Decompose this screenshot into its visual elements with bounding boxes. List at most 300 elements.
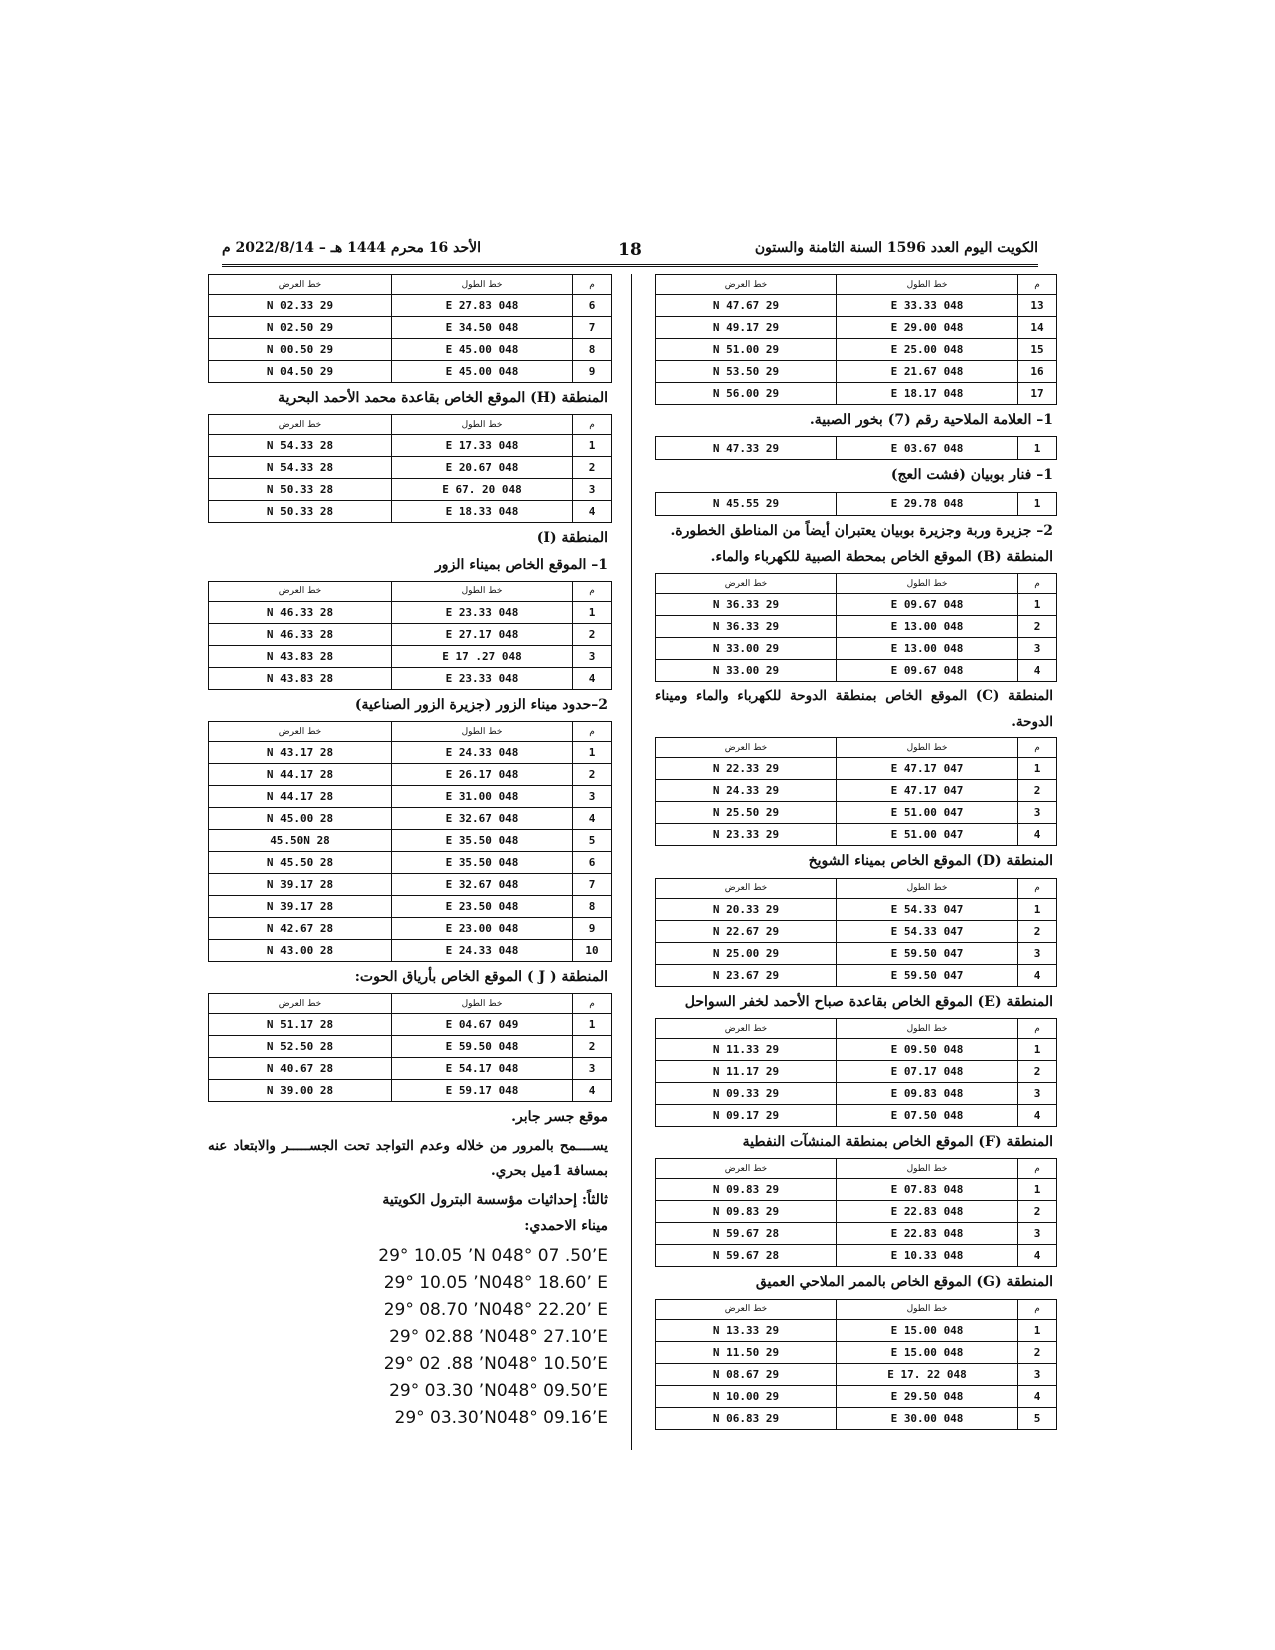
row-number: 3: [1018, 1363, 1057, 1385]
latitude-cell: 29 33.00 N: [656, 660, 837, 682]
latitude-cell: 28 39.00 N: [209, 1080, 392, 1102]
latitude-cell: 29 56.00 N: [656, 383, 837, 405]
latitude-cell: 29 09.17 N: [656, 1105, 837, 1127]
section-heading: المنطقة (D) الموقع الخاص بميناء الشويخ: [808, 853, 1053, 870]
row-number: 7: [573, 317, 612, 339]
row-number: 4: [1018, 964, 1057, 986]
coordinate-line: 29° 03.30 ’N048° 09.50’E: [389, 1380, 608, 1401]
latitude-cell: 28 50.33 N: [209, 501, 392, 523]
latitude-cell: 29 23.33 N: [656, 824, 837, 846]
latitude-cell: 28 44.17 N: [209, 786, 392, 808]
row-number: 6: [573, 295, 612, 317]
row-number: 17: [1018, 383, 1057, 405]
longitude-cell: 048 07.50 E: [837, 1105, 1018, 1127]
paragraph: يســــمح بالمرور من خلاله وعدم التواجد تحت الجســـــر والابتعاد عنه بمسافة 1ميل بحري.: [208, 1137, 608, 1180]
latitude-cell: 29 22.33 N: [656, 758, 837, 780]
longitude-cell: 048 45.00 E: [392, 339, 573, 361]
table-row: [656, 492, 1057, 515]
latitude-cell: 28 39.17 N: [209, 896, 392, 918]
row-number: 1: [1018, 758, 1057, 780]
row-number: 6: [573, 852, 612, 874]
column-header-lat: خط العرض: [209, 275, 392, 295]
latitude-cell: 29 10.00 N: [656, 1385, 837, 1407]
table-row: [209, 940, 612, 962]
table-row: [656, 802, 1057, 824]
row-number: 2: [1018, 920, 1057, 942]
section-heading: المنطقة ( J ) الموقع الخاص بأرياق الحوت:: [354, 969, 608, 986]
coords-table: [655, 1299, 1057, 1430]
latitude-cell: 29 09.83 N: [656, 1201, 837, 1223]
table-row: [656, 942, 1057, 964]
table-row: [656, 616, 1057, 638]
column-header-num: م: [1018, 275, 1057, 295]
latitude-cell: 28 43.83 N: [209, 667, 392, 689]
row-number: 3: [1018, 802, 1057, 824]
latitude-cell: 28 59.67 N: [656, 1245, 837, 1267]
latitude-cell: 29 06.83 N: [656, 1407, 837, 1429]
table-row: [656, 1341, 1057, 1363]
longitude-cell: 048 23.33 E: [392, 601, 573, 623]
longitude-cell: 048 20 .67 E: [392, 479, 573, 501]
table-row: [656, 898, 1057, 920]
row-number: 7: [573, 874, 612, 896]
latitude-cell: 28 52.50 N: [209, 1036, 392, 1058]
column-header-lat: خط العرض: [656, 574, 837, 594]
longitude-cell: 048 24.33 E: [392, 940, 573, 962]
coords-table: [655, 878, 1057, 987]
longitude-cell: 049 04.67 E: [392, 1014, 573, 1036]
section-heading: المنطقة (E) الموقع الخاص بقاعدة صباح الأحمد لخفر السواحل: [684, 993, 1053, 1010]
row-number: 4: [1018, 1105, 1057, 1127]
table-row: [209, 645, 612, 667]
coords-table: [208, 274, 612, 383]
coordinate-line: 29° 03.30’N048° 09.16’E: [394, 1407, 608, 1428]
paragraph: موقع جسر جابر.: [511, 1109, 608, 1126]
section-heading: 1– العلامة الملاحية رقم (7) بخور الصبية.: [809, 412, 1053, 428]
longitude-cell: 048 10.33 E: [837, 1245, 1018, 1267]
column-header-lat: خط العرض: [656, 738, 837, 758]
column-header-num: م: [1018, 1159, 1057, 1179]
row-number: 3: [573, 786, 612, 808]
left-column: [208, 274, 612, 1432]
table-row: [656, 1245, 1057, 1267]
longitude-cell: 047 59.50 E: [837, 964, 1018, 986]
table-header-row: [209, 275, 612, 295]
table-row: [656, 295, 1057, 317]
longitude-cell: 048 18.33 E: [392, 501, 573, 523]
coords-table: [208, 993, 612, 1102]
column-header-lat: خط العرض: [656, 878, 837, 898]
section-heading: 1– الموقع الخاص بميناء الزور: [435, 556, 608, 573]
coords-table: [655, 737, 1057, 846]
table-row: [209, 361, 612, 383]
latitude-cell: 29 09.83 N: [656, 1179, 837, 1201]
row-number: 3: [1018, 638, 1057, 660]
latitude-cell: 28 43.17 N: [209, 742, 392, 764]
table-header-row: [209, 722, 612, 742]
section-heading: 2–حدود ميناء الزور (جزيرة الزور الصناعية): [354, 696, 608, 713]
row-number: 2: [1018, 1061, 1057, 1083]
section-heading: المنطقة (G) الموقع الخاص بالممر الملاحي العميق: [755, 1274, 1053, 1291]
section-heading: المنطقة (C) الموقع الخاص بمنطقة الدوحة للكهرباء والماء وميناء الدوحة.: [655, 688, 1053, 730]
coords-table: [655, 436, 1057, 460]
column-header-lon: خط الطول: [837, 878, 1018, 898]
row-number: 3: [573, 1058, 612, 1080]
coordinates-list: [208, 1243, 612, 1432]
table-row: [209, 1036, 612, 1058]
row-number: 9: [573, 918, 612, 940]
latitude-cell: 28 59.67 N: [656, 1223, 837, 1245]
row-number: 3: [1018, 1083, 1057, 1105]
row-number: 10: [573, 940, 612, 962]
latitude-cell: 28 45.50 N: [209, 852, 392, 874]
column-header-lon: خط الطول: [392, 275, 573, 295]
latitude-cell: 29 36.33 N: [656, 594, 837, 616]
coords-table: [655, 1158, 1057, 1267]
coordinate-line: 29° 10.05 ’N 048° 07 .50’E: [378, 1245, 608, 1266]
longitude-cell: 048 31.00 E: [392, 786, 573, 808]
coords-table: [208, 414, 612, 523]
table-row: [656, 1039, 1057, 1061]
table-row: [656, 1407, 1057, 1429]
longitude-cell: 048 13.00 E: [837, 616, 1018, 638]
row-number: 1: [573, 742, 612, 764]
latitude-cell: 28 44.17 N: [209, 764, 392, 786]
section-heading: المنطقة (F) الموقع الخاص بمنطقة المنشآت النفطية: [742, 1134, 1053, 1151]
longitude-cell: 048 13.00 E: [837, 638, 1018, 660]
table-row: [656, 1061, 1057, 1083]
row-number: 2: [1018, 780, 1057, 802]
latitude-cell: 29 02.50 N: [209, 317, 392, 339]
table-row: [656, 437, 1057, 460]
page-header: [222, 238, 1038, 267]
section-heading: 1– فنار بوبيان (فشت العج): [890, 467, 1053, 484]
latitude-cell: 29 22.67 N: [656, 920, 837, 942]
longitude-cell: 048 23.33 E: [392, 667, 573, 689]
column-header-num: م: [573, 581, 612, 601]
table-row: [656, 758, 1057, 780]
column-header-lon: خط الطول: [392, 722, 573, 742]
row-number: 1: [1018, 1039, 1057, 1061]
column-header-lon: خط الطول: [837, 1159, 1018, 1179]
column-header-num: م: [1018, 878, 1057, 898]
latitude-cell: 29 51.00 N: [656, 339, 837, 361]
table-row: [209, 764, 612, 786]
longitude-cell: 048 54.17 E: [392, 1058, 573, 1080]
longitude-cell: 047 51.00 E: [837, 802, 1018, 824]
row-number: 4: [1018, 660, 1057, 682]
latitude-cell: 29 25.00 N: [656, 942, 837, 964]
column-header-num: م: [573, 722, 612, 742]
longitude-cell: 047 47.17 E: [837, 780, 1018, 802]
column-header-lon: خط الطول: [837, 275, 1018, 295]
table-row: [656, 1201, 1057, 1223]
table-row: [209, 808, 612, 830]
row-number: 2: [1018, 1201, 1057, 1223]
row-number: 8: [573, 339, 612, 361]
longitude-cell: 047 54.33 E: [837, 898, 1018, 920]
row-number: 14: [1018, 317, 1057, 339]
column-header-lon: خط الطول: [837, 738, 1018, 758]
table-row: [209, 667, 612, 689]
latitude-cell: 29 09.33 N: [656, 1083, 837, 1105]
row-number: 9: [573, 361, 612, 383]
row-number: 1: [573, 1014, 612, 1036]
latitude-cell: 28 46.33 N: [209, 623, 392, 645]
row-number: 3: [573, 645, 612, 667]
longitude-cell: 048 27.17 E: [392, 623, 573, 645]
table-row: [209, 1080, 612, 1102]
table-row: [209, 742, 612, 764]
row-number: 16: [1018, 361, 1057, 383]
section-heading: المنطقة (B) الموقع الخاص بمحطة الصبية للكهرباء والماء.: [710, 548, 1053, 565]
coords-table: [208, 581, 612, 690]
table-header-row: [209, 994, 612, 1014]
table-row: [656, 964, 1057, 986]
latitude-cell: 29 02.33 N: [209, 295, 392, 317]
table-row: [209, 1014, 612, 1036]
table-row: [656, 638, 1057, 660]
longitude-cell: 048 07.83 E: [837, 1179, 1018, 1201]
longitude-cell: 048 25.00 E: [837, 339, 1018, 361]
row-number: 1: [1018, 594, 1057, 616]
latitude-cell: 29 53.50 N: [656, 361, 837, 383]
table-row: [656, 1105, 1057, 1127]
latitude-cell: 29 25.50 N: [656, 802, 837, 824]
latitude-cell: 29 04.50 N: [209, 361, 392, 383]
table-row: [209, 918, 612, 940]
column-divider: [631, 274, 632, 1450]
table-row: [209, 435, 612, 457]
longitude-cell: 048 21.67 E: [837, 361, 1018, 383]
latitude-cell: 28 42.67 N: [209, 918, 392, 940]
coordinate-line: 29° 08.70 ’N048° 22.20’ E: [383, 1299, 608, 1320]
table-header-row: [656, 1019, 1057, 1039]
column-header-lat: خط العرض: [656, 1019, 837, 1039]
right-column: [655, 274, 1057, 1430]
table-row: [656, 1083, 1057, 1105]
latitude-cell: 28 45.00 N: [209, 808, 392, 830]
latitude-cell: 29 08.67 N: [656, 1363, 837, 1385]
table-header-row: [209, 415, 612, 435]
header-date: الأحد 16 محرم 1444 هـ – 2022/8/14 م: [222, 240, 481, 256]
table-row: [656, 594, 1057, 616]
longitude-cell: 048 29.78 E: [837, 492, 1018, 515]
longitude-cell: 047 47.17 E: [837, 758, 1018, 780]
coords-table: [655, 492, 1057, 516]
column-header-lat: خط العرض: [209, 415, 392, 435]
longitude-cell: 048 17.33 E: [392, 435, 573, 457]
column-header-num: م: [1018, 738, 1057, 758]
longitude-cell: 048 23.00 E: [392, 918, 573, 940]
longitude-cell: 048 29.50 E: [837, 1385, 1018, 1407]
longitude-cell: 048 32.67 E: [392, 874, 573, 896]
column-header-lat: خط العرض: [209, 722, 392, 742]
longitude-cell: 048 09.50 E: [837, 1039, 1018, 1061]
latitude-cell: 29 33.00 N: [656, 638, 837, 660]
section-heading: المنطقة (H) الموقع الخاص بقاعدة محمد الأحمد البحرية: [278, 390, 608, 406]
longitude-cell: 048 35.50 E: [392, 830, 573, 852]
table-row: [656, 317, 1057, 339]
table-row: [656, 1319, 1057, 1341]
table-row: [656, 824, 1057, 846]
table-row: [209, 317, 612, 339]
section-heading: 2– جزيرة وربة وجزيرة بوبيان يعتبران أيضاً من المناطق الخطورة.: [670, 522, 1053, 539]
coordinate-line: 29° 02 .88 ’N048° 10.50’E: [383, 1353, 608, 1374]
paragraph: ثالثاً: إحداثيات مؤسسة البترول الكويتية: [382, 1192, 608, 1209]
longitude-cell: 048 09.67 E: [837, 594, 1018, 616]
row-number: 4: [1018, 824, 1057, 846]
column-header-lon: خط الطول: [392, 415, 573, 435]
latitude-cell: 29 24.33 N: [656, 780, 837, 802]
row-number: 4: [1018, 1385, 1057, 1407]
longitude-cell: 048 09.83 E: [837, 1083, 1018, 1105]
longitude-cell: 047 54.33 E: [837, 920, 1018, 942]
column-header-num: م: [573, 275, 612, 295]
longitude-cell: 047 59.50 E: [837, 942, 1018, 964]
longitude-cell: 048 26.17 E: [392, 764, 573, 786]
column-header-num: م: [1018, 1299, 1057, 1319]
latitude-cell: 29 36.33 N: [656, 616, 837, 638]
table-row: [656, 361, 1057, 383]
column-header-lat: خط العرض: [656, 275, 837, 295]
column-header-lon: خط الطول: [837, 574, 1018, 594]
latitude-cell: 29 49.17 N: [656, 317, 837, 339]
longitude-cell: 048 03.67 E: [837, 437, 1018, 460]
longitude-cell: 048 07.17 E: [837, 1061, 1018, 1083]
latitude-cell: 29 00.50 N: [209, 339, 392, 361]
longitude-cell: 048 23.50 E: [392, 896, 573, 918]
table-row: [656, 383, 1057, 405]
table-row: [209, 479, 612, 501]
column-header-lon: خط الطول: [837, 1019, 1018, 1039]
longitude-cell: 048 59.50 E: [392, 1036, 573, 1058]
table-header-row: [656, 878, 1057, 898]
row-number: 1: [1018, 1319, 1057, 1341]
column-header-lon: خط الطول: [837, 1299, 1018, 1319]
longitude-cell: 048 09.67 E: [837, 660, 1018, 682]
latitude-cell: 29 47.33 N: [656, 437, 837, 460]
column-header-lon: خط الطول: [392, 994, 573, 1014]
table-row: [209, 874, 612, 896]
row-number: 8: [573, 896, 612, 918]
longitude-cell: 048 20.67 E: [392, 457, 573, 479]
header-issue: الكويت اليوم العدد 1596 السنة الثامنة والستون: [754, 240, 1038, 256]
table-row: [209, 623, 612, 645]
latitude-cell: 28 54.33 N: [209, 457, 392, 479]
table-row: [209, 501, 612, 523]
latitude-cell: 28 51.17 N: [209, 1014, 392, 1036]
row-number: 1: [1018, 1179, 1057, 1201]
coordinate-line: 29° 02.88 ’N048° 27.10’E: [389, 1326, 608, 1347]
row-number: 13: [1018, 295, 1057, 317]
longitude-cell: 047 51.00 E: [837, 824, 1018, 846]
column-header-lat: خط العرض: [656, 1299, 837, 1319]
longitude-cell: 048 45.00 E: [392, 361, 573, 383]
table-row: [656, 1223, 1057, 1245]
row-number: 4: [573, 501, 612, 523]
row-number: 2: [573, 457, 612, 479]
table-row: [656, 1385, 1057, 1407]
longitude-cell: 048 15.00 E: [837, 1341, 1018, 1363]
latitude-cell: 28 40.67 N: [209, 1058, 392, 1080]
longitude-cell: 048 18.17 E: [837, 383, 1018, 405]
longitude-cell: 048 35.50 E: [392, 852, 573, 874]
row-number: 1: [1018, 437, 1057, 460]
column-header-num: م: [1018, 574, 1057, 594]
row-number: 1: [1018, 492, 1057, 515]
latitude-cell: 29 45.55 N: [656, 492, 837, 515]
latitude-cell: 29 23.67 N: [656, 964, 837, 986]
row-number: 5: [1018, 1407, 1057, 1429]
row-number: 1: [573, 601, 612, 623]
column-header-lon: خط الطول: [392, 581, 573, 601]
table-header-row: [209, 581, 612, 601]
column-header-lat: خط العرض: [209, 581, 392, 601]
table-row: [656, 920, 1057, 942]
row-number: 15: [1018, 339, 1057, 361]
column-header-lat: خط العرض: [209, 994, 392, 1014]
row-number: 2: [573, 1036, 612, 1058]
longitude-cell: 048 59.17 E: [392, 1080, 573, 1102]
latitude-cell: 28 43.83 N: [209, 645, 392, 667]
row-number: 3: [1018, 942, 1057, 964]
latitude-cell: 29 11.17 N: [656, 1061, 837, 1083]
latitude-cell: 28 46.33 N: [209, 601, 392, 623]
table-row: [209, 601, 612, 623]
column-header-lat: خط العرض: [656, 1159, 837, 1179]
latitude-cell: 29 47.67 N: [656, 295, 837, 317]
latitude-cell: 29 11.50 N: [656, 1341, 837, 1363]
table-header-row: [656, 1299, 1057, 1319]
coords-table: [655, 274, 1057, 405]
column-header-num: م: [573, 994, 612, 1014]
latitude-cell: 28 50.33 N: [209, 479, 392, 501]
longitude-cell: 048 22.83 E: [837, 1223, 1018, 1245]
column-header-num: م: [573, 415, 612, 435]
row-number: 2: [1018, 616, 1057, 638]
table-header-row: [656, 574, 1057, 594]
latitude-cell: 28 54.33 N: [209, 435, 392, 457]
row-number: 4: [573, 808, 612, 830]
row-number: 5: [573, 830, 612, 852]
coords-table: [655, 1018, 1057, 1127]
column-header-num: م: [1018, 1019, 1057, 1039]
longitude-cell: 048 33.33 E: [837, 295, 1018, 317]
longitude-cell: 048 32.67 E: [392, 808, 573, 830]
row-number: 4: [573, 667, 612, 689]
latitude-cell: 29 11.33 N: [656, 1039, 837, 1061]
table-row: [209, 852, 612, 874]
table-header-row: [656, 275, 1057, 295]
longitude-cell: 048 27.83 E: [392, 295, 573, 317]
latitude-cell: 29 20.33 N: [656, 898, 837, 920]
table-row: [656, 339, 1057, 361]
coordinate-line: 29° 10.05 ’N048° 18.60’ E: [383, 1272, 608, 1293]
longitude-cell: 048 30.00 E: [837, 1407, 1018, 1429]
paragraph: ميناء الاحمدي:: [524, 1218, 608, 1235]
longitude-cell: 048 22.83 E: [837, 1201, 1018, 1223]
table-row: [656, 1179, 1057, 1201]
coords-table: [208, 721, 612, 962]
table-row: [209, 830, 612, 852]
row-number: 2: [1018, 1341, 1057, 1363]
longitude-cell: 048 29.00 E: [837, 317, 1018, 339]
longitude-cell: 048 15.00 E: [837, 1319, 1018, 1341]
row-number: 2: [573, 623, 612, 645]
table-row: [209, 457, 612, 479]
table-row: [209, 896, 612, 918]
